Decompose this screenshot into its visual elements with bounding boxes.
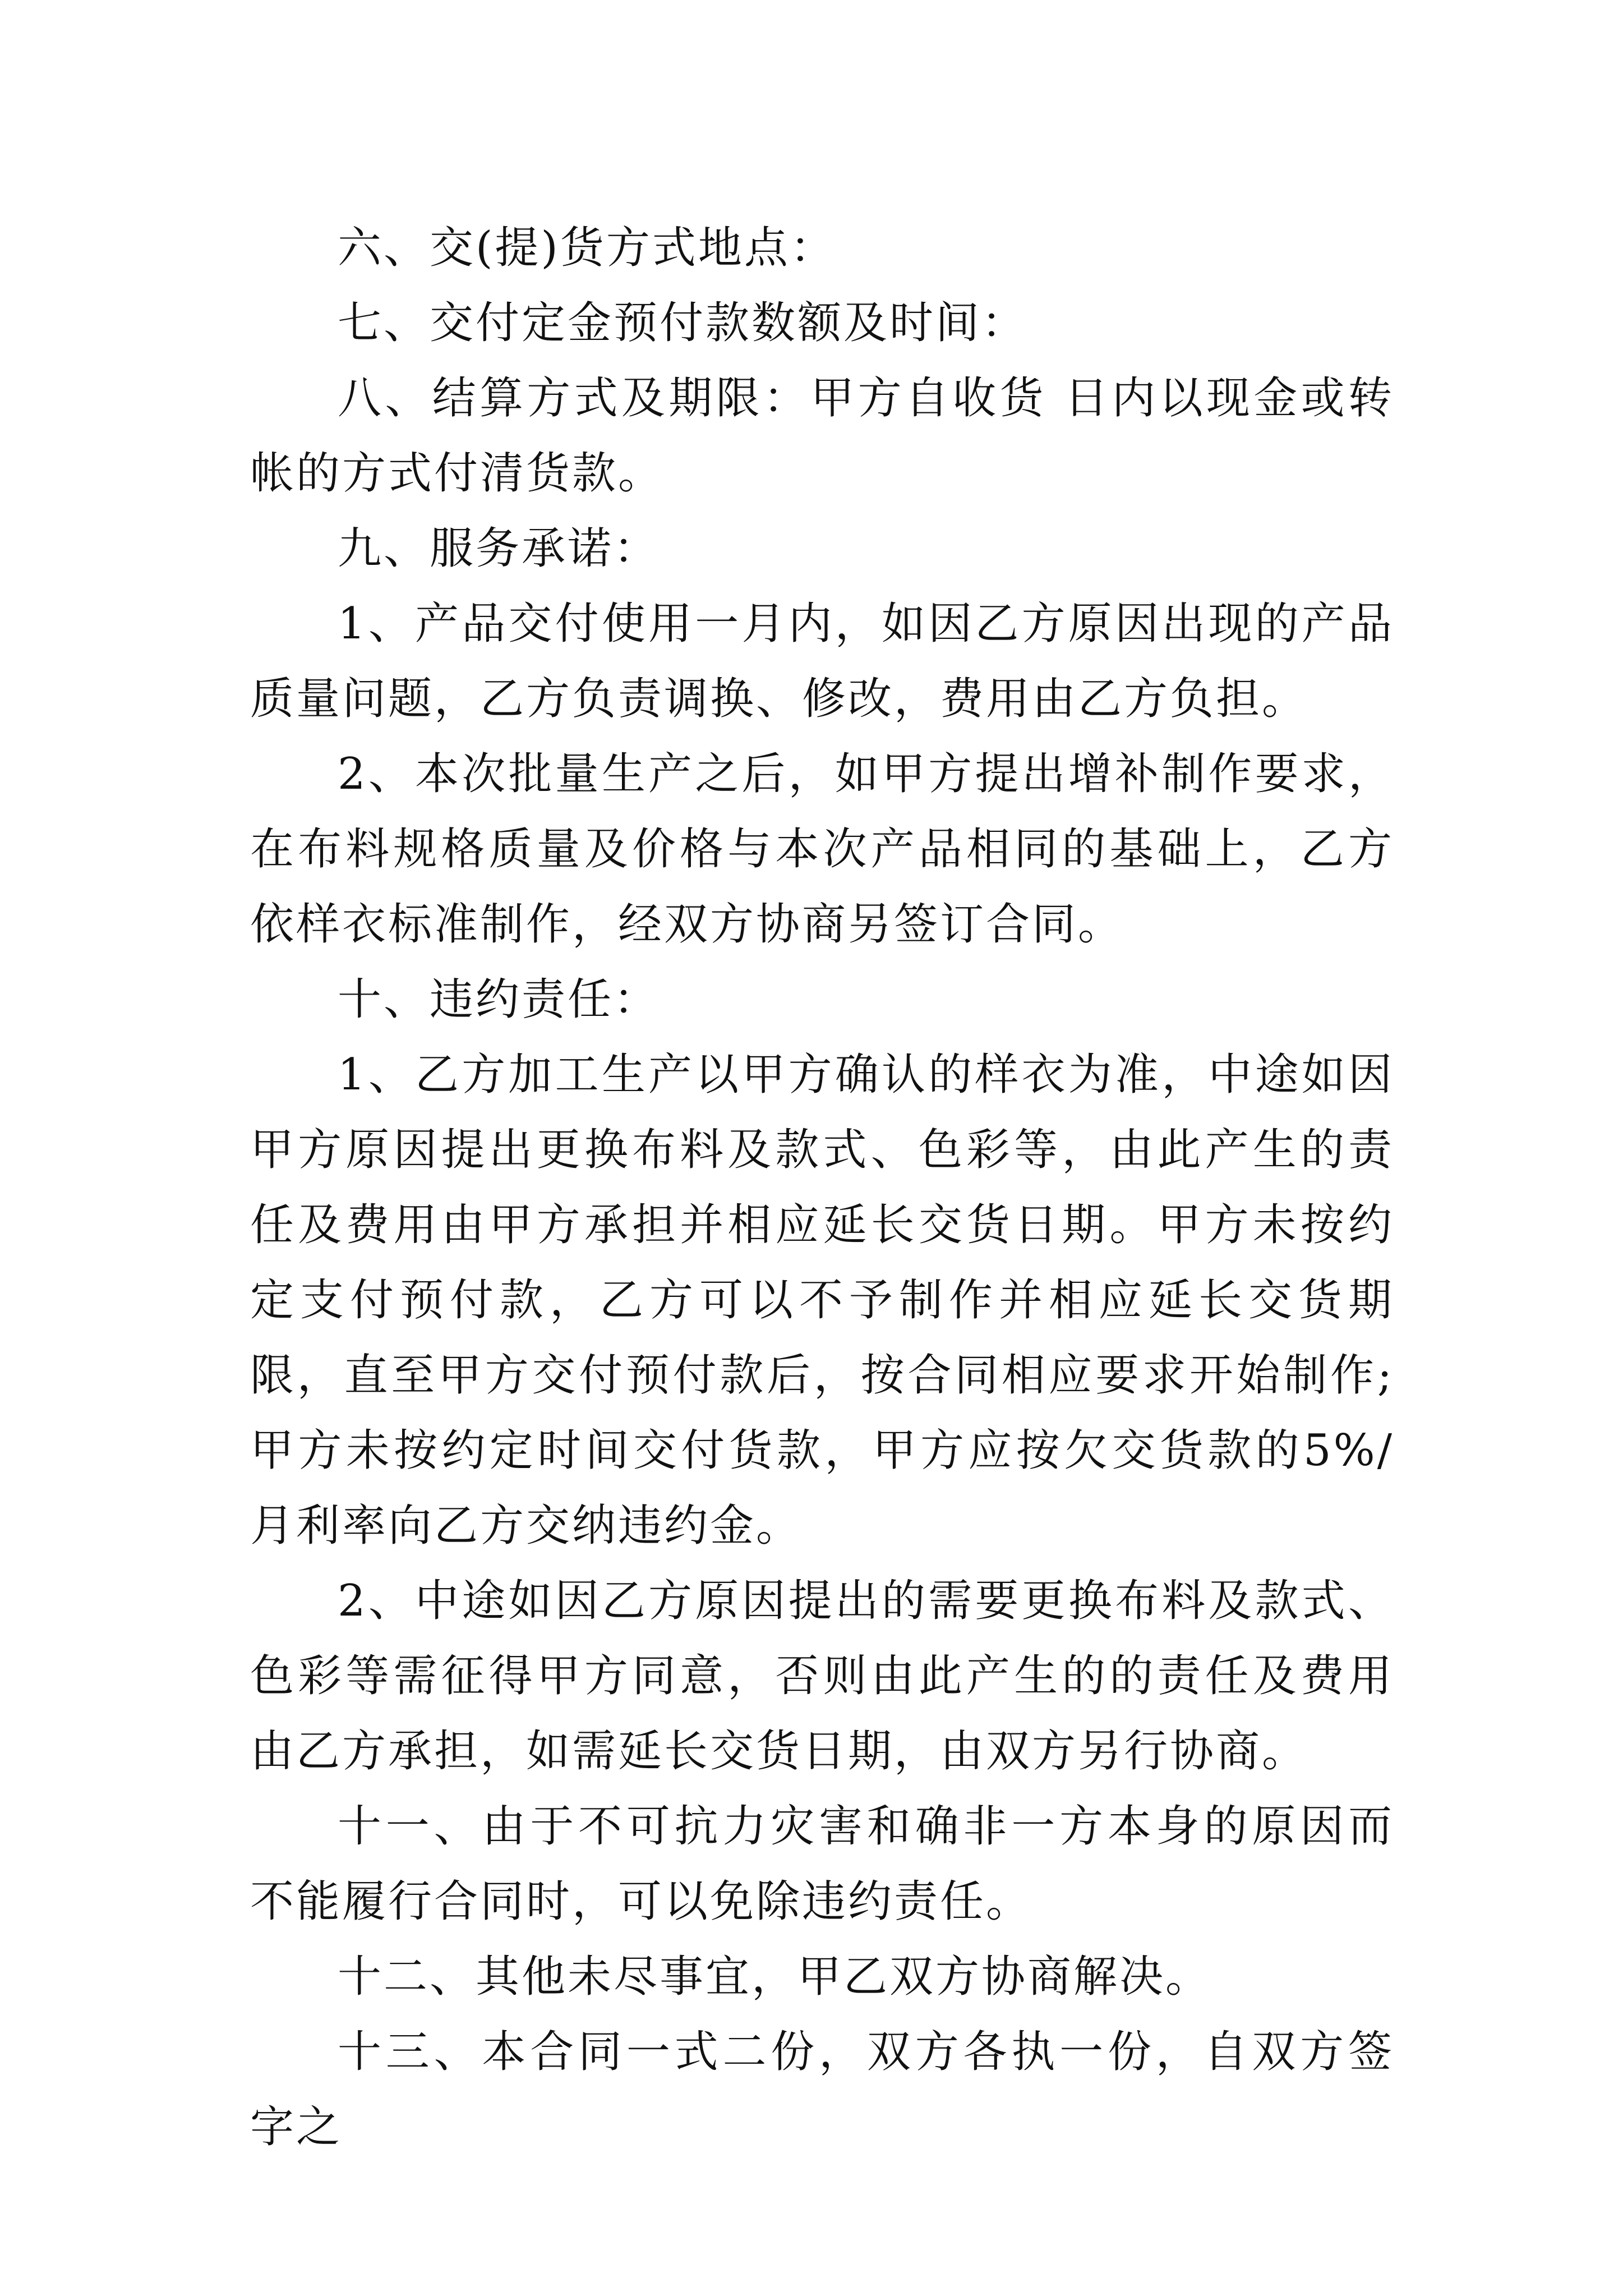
clause-9-item-2: 2、本次批量生产之后，如甲方提出增补制作要求，在布料规格质量及价格与本次产品相同的基础上，乙方依样衣标准制作，经双方协商另签订合同。 — [250, 749, 1394, 950]
clause-7-deposit: 七、交付定金预付款数额及时间： — [338, 298, 1028, 348]
clause-10-item-1: 1、乙方加工生产以甲方确认的样衣为准，中途如因甲方原因提出更换布料及款式、色彩等，由此产生的责任及费用由甲方承担并相应延长交货日期。甲方未按约定支付预付款，乙方可以不予制作并相应延长交货期限，直至甲方交付预付款后，按合同相应要求开始制作;甲方未按约定时间交付货款，甲方应按欠交货款的5%/月利率向乙方交纳违约金。 — [250, 1050, 1394, 1551]
clause-10-item-2: 2、中途如因乙方原因提出的需要更换布料及款式、色彩等需征得甲方同意，否则由此产生的的责任及费用由乙方承担，如需延长交货日期，由双方另行协商。 — [250, 1576, 1394, 1777]
clause-8-settlement: 八、结算方式及期限：甲方自收货 日内以现金或转帐的方式付清货款。 — [250, 373, 1394, 499]
clause-6-delivery-location: 六、交(提)货方式地点： — [338, 223, 836, 273]
clause-9-item-1: 1、产品交付使用一月内，如因乙方原因出现的产品质量问题，乙方负责调换、修改，费用由乙方负担。 — [250, 599, 1394, 724]
clause-10-liability-heading: 十、违约责任： — [338, 974, 660, 1025]
clause-12-other-matters: 十二、其他未尽事宜，甲乙双方协商解决。 — [338, 1952, 1212, 2002]
clause-13-copies: 十三、本合同一式二份，双方各执一份，自双方签字之 — [250, 2027, 1394, 2152]
document-body — [250, 210, 1394, 2165]
page-bottom-margin — [0, 2076, 1623, 2296]
clause-11-force-majeure: 十一、由于不可抗力灾害和确非一方本身的原因而不能履行合同时，可以免除违约责任。 — [250, 1801, 1394, 1927]
clause-9-service-heading: 九、服务承诺： — [338, 523, 660, 574]
